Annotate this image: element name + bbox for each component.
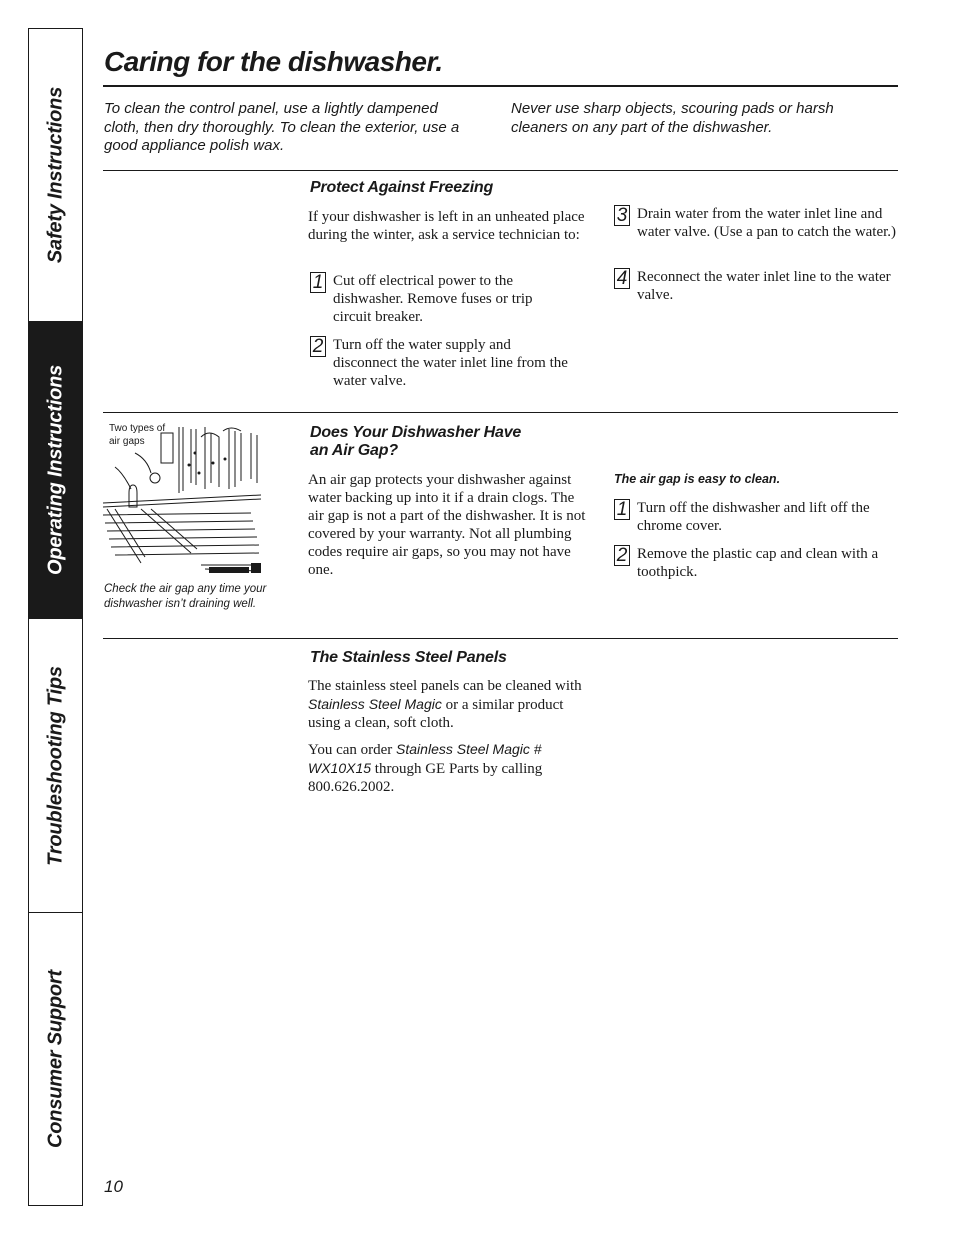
freezing-heading: Protect Against Freezing [310,179,494,196]
figure-label-line: Two types of [109,423,166,434]
section-divider [103,638,898,639]
step-number: 2 [310,336,326,357]
tab-consumer-support[interactable] [29,913,82,1205]
intro-control-panel-text: To clean the control panel, use a lightly dampened cloth, then dry thoroughly. To clean the exterior, use a good appliance polish wax. [104,100,460,154]
step-number: 4 [614,268,630,289]
step-text: Drain water from the water inlet line and water valve. (Use a pan to catch the water.) [637,206,897,240]
freezing-body: If your dishwasher is left in an unheated place during the winter, ask a service technician to: [308,209,585,243]
freezing-step-4 [614,268,898,304]
caption-line: dishwasher isn’t draining well. [104,598,257,610]
step-number: 1 [614,499,630,520]
figure-label [109,422,165,448]
side-tab-strip [28,28,83,1206]
heading-line: an Air Gap? [310,442,398,459]
step-text: Remove the plastic cap and clean with a toothpick. [637,546,879,580]
text-run: through GE Parts by calling 800.626.2002. [308,761,543,795]
air-gap-subheading: The air gap is easy to clean. [614,472,781,486]
air-gap-heading [310,424,521,460]
product-name: Stainless Steel Magic # WX10X15 [308,741,542,776]
tab-label: Operating Instructions [44,364,66,576]
tab-label: Consumer Support [44,970,66,1148]
stainless-paragraph-2 [308,740,593,796]
air-gap-body: An air gap protects your dishwasher against water backing up into it if a drain clogs. The air gap is not a part of the dishwasher. It is not covered by your warranty. Not all plumbing codes require air gaps, so you may not have one. [308,472,586,578]
freezing-step-2 [310,336,570,390]
text-run: You can order [308,742,397,758]
page-number: 10 [104,1177,123,1196]
figure-caption [104,582,266,612]
freezing-step-3 [614,205,898,241]
step-number: 3 [614,205,630,226]
text-run: or a similar product using a clean, soft cloth. [308,697,564,731]
tab-label: Troubleshooting Tips [44,665,66,866]
tab-safety-instructions[interactable] [29,29,82,322]
air-gap-step-1 [614,499,898,535]
step-text: Reconnect the water inlet line to the water valve. [637,269,891,303]
step-number: 1 [310,272,326,293]
intro-warning-text: Never use sharp objects, scouring pads or harsh cleaners on any part of the dishwasher. [511,100,834,136]
stainless-paragraph-1 [308,677,593,732]
freezing-step-1 [310,272,570,326]
section-divider [103,170,898,171]
caption-line: Check the air gap any time your [104,583,267,595]
figure-label-line: air gaps [109,436,145,447]
step-number: 2 [614,545,630,566]
step-text: Turn off the water supply and disconnect the water inlet line from the water valve. [333,337,568,389]
section-divider [103,412,898,413]
heading-line: Does Your Dishwasher Have [310,424,522,441]
page-title: Caring for the dishwasher. [104,46,443,77]
tab-troubleshooting-tips[interactable] [29,619,82,913]
tab-label: Safety Instructions [44,86,66,264]
stainless-heading: The Stainless Steel Panels [310,649,507,666]
title-divider [103,85,898,87]
tab-operating-instructions[interactable] [29,322,82,619]
step-text: Cut off electrical power to the dishwasher. Remove fuses or trip circuit breaker. [333,273,533,325]
step-text: Turn off the dishwasher and lift off the chrome cover. [637,500,870,534]
product-name: Stainless Steel Magic [308,696,442,712]
text-run: The stainless steel panels can be cleaned with [308,678,582,694]
air-gap-step-2 [614,545,898,581]
